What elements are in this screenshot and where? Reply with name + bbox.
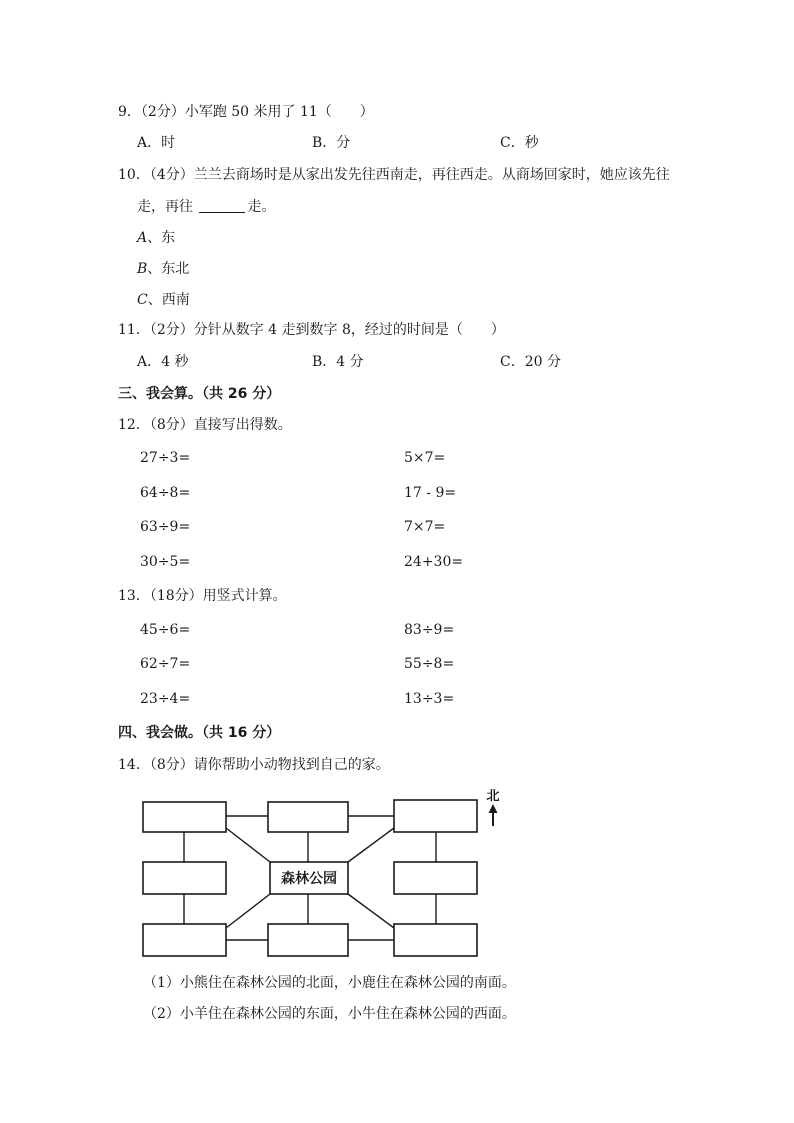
q11-option-c: C．20 分 — [500, 354, 561, 370]
map-box-northeast[interactable] — [394, 800, 477, 832]
map-box-south[interactable] — [268, 924, 348, 956]
q14-stem: 14．（8分）请你帮助小动物找到自己的家。 — [118, 757, 390, 773]
q10-option-b: B、东北 — [137, 261, 190, 277]
q9-option-a: A．时 — [137, 135, 176, 151]
forest-park-map — [0, 782, 794, 962]
q10-stem-line1: 10．（4分）兰兰去商场时是从家出发先往西南走，再往西走。从商场回家时，她应该先往 — [118, 167, 670, 183]
map-box-northwest[interactable] — [143, 802, 226, 832]
answer-blank[interactable] — [199, 198, 245, 213]
map-box-north[interactable] — [268, 802, 348, 832]
map-box-west[interactable] — [143, 862, 226, 894]
north-arrow-icon — [489, 804, 498, 826]
map-box-east[interactable] — [394, 862, 477, 894]
q12-right-1: 5×7= — [404, 450, 446, 466]
q11-option-a: A．4 秒 — [137, 354, 189, 370]
q11-option-b: B．4 分 — [312, 354, 364, 370]
q12-left-4: 30÷5= — [140, 554, 191, 570]
q12-left-2: 64÷8= — [140, 485, 191, 501]
q12-right-4: 24+30= — [404, 554, 464, 570]
q9-option-b: B．分 — [312, 135, 351, 151]
q11-stem: 11．（2分）分针从数字 4 走到数字 8，经过的时间是（ ） — [118, 322, 505, 338]
section-4-title: 四、我会做。（共 16 分） — [118, 725, 281, 741]
map-box-southeast[interactable] — [394, 924, 477, 956]
q12-right-3: 7×7= — [404, 519, 446, 535]
q13-left-1: 45÷6= — [140, 622, 191, 638]
map-box-southwest[interactable] — [143, 924, 226, 956]
q12-left-3: 63÷9= — [140, 519, 191, 535]
q13-right-2: 55÷8= — [404, 656, 455, 672]
q13-left-2: 62÷7= — [140, 656, 191, 672]
q10-option-a: A、东 — [137, 230, 176, 246]
q14-sub-1: （1）小熊住在森林公园的北面，小鹿住在森林公园的南面。 — [143, 975, 516, 991]
q13-left-3: 23÷4= — [140, 691, 191, 707]
q9-option-c: C．秒 — [500, 135, 539, 151]
q13-right-1: 83÷9= — [404, 622, 455, 638]
q12-left-1: 27÷3= — [140, 450, 191, 466]
section-3-title: 三、我会算。（共 26 分） — [118, 386, 281, 402]
q10-stem-line2-text-b: 走。 — [247, 199, 276, 215]
q10-stem-line2-text-a: 走，再往 — [137, 199, 193, 215]
q10-stem-line2 — [137, 198, 275, 216]
q12-right-2: 17 - 9= — [404, 485, 457, 501]
q14-sub-2: （2）小羊住在森林公园的东面，小牛住在森林公园的西面。 — [143, 1006, 516, 1022]
map-center-label: 森林公园 — [281, 871, 337, 887]
q13-right-3: 13÷3= — [404, 691, 455, 707]
q9-stem: 9．（2分）小军跑 50 米用了 11（ ） — [118, 104, 374, 120]
q10-option-c: C、西南 — [137, 292, 190, 308]
q12-stem: 12．（8分）直接写出得数。 — [118, 417, 292, 433]
q13-stem: 13．（18分）用竖式计算。 — [118, 588, 287, 604]
north-label: 北 — [486, 789, 500, 804]
